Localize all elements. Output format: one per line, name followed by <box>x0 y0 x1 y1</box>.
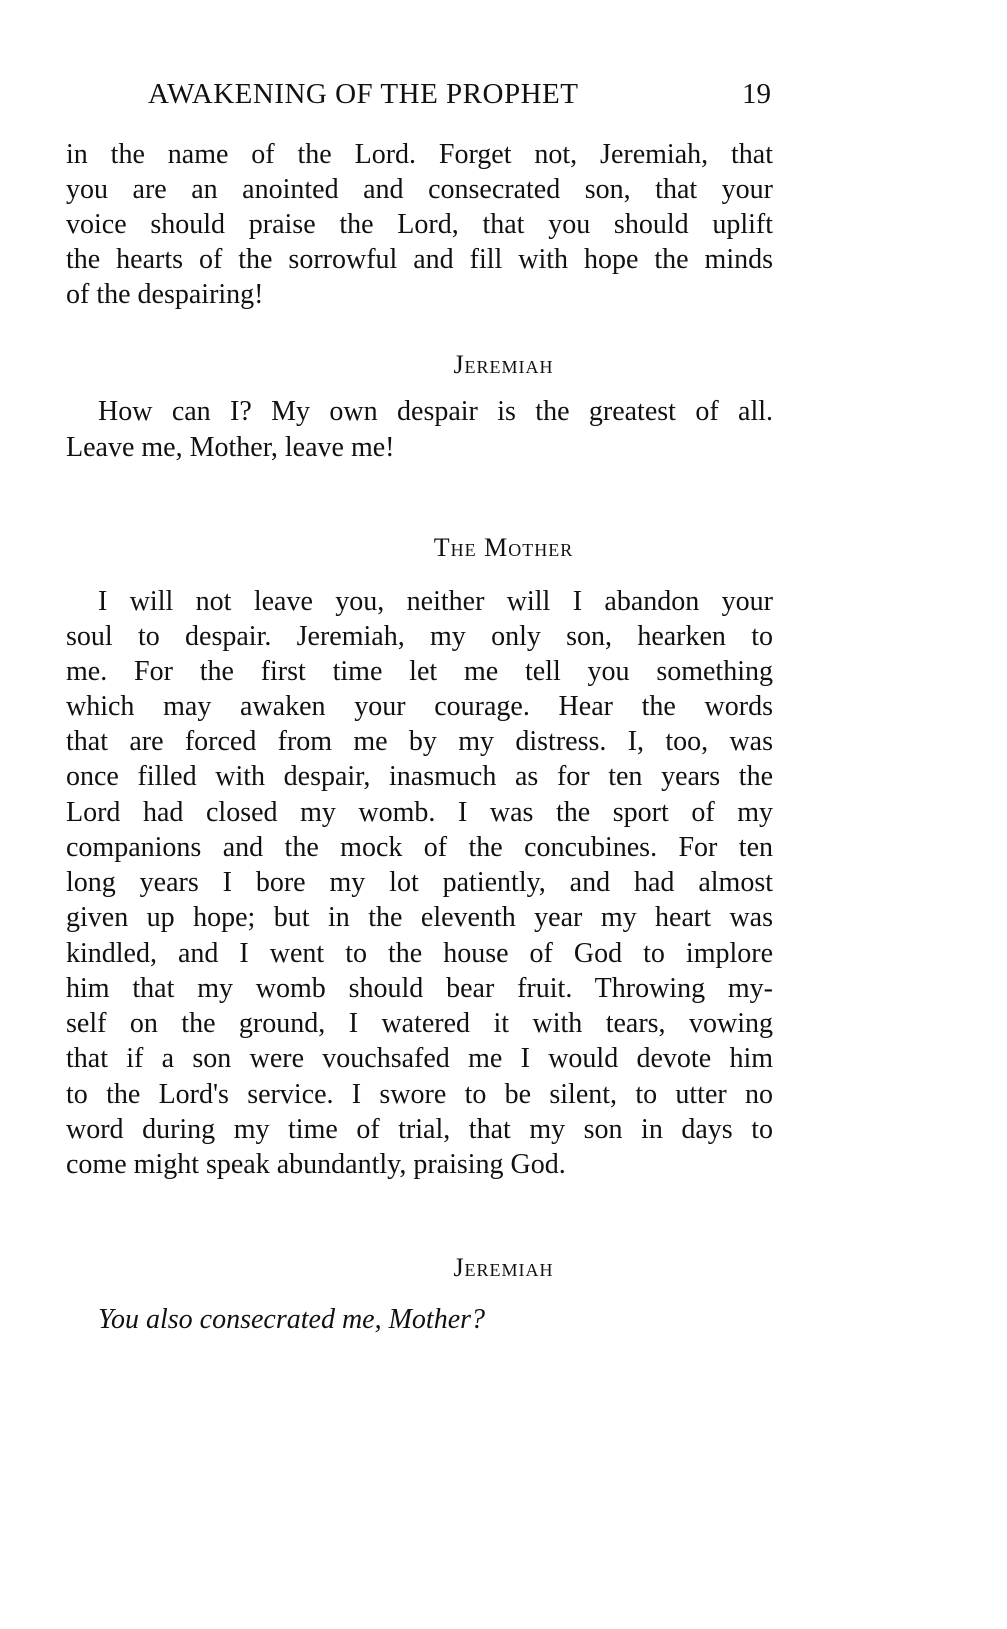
text-line: come might speak abundantly, praising God. <box>66 1149 566 1180</box>
text-line: which may awaken your courage. Hear the words <box>66 691 773 722</box>
text-line: that are forced from me by my distress. I, too, was <box>66 726 773 757</box>
text-line: How can I? My own despair is the greatest of all. <box>98 396 773 427</box>
text-line: once filled with despair, inasmuch as for ten years the <box>66 761 773 792</box>
text-line: I will not leave you, neither will I abandon your <box>98 586 773 617</box>
speaker-heading: The Mother <box>433 533 574 562</box>
speaker-heading: Jeremiah <box>453 350 554 379</box>
text-line: the hearts of the sorrowful and fill with hope the minds <box>66 244 773 275</box>
page-number: 19 <box>742 78 771 110</box>
text-line: Leave me, Mother, leave me! <box>66 432 395 463</box>
text-line: soul to despair. Jeremiah, my only son, hearken to <box>66 621 773 652</box>
text-line: him that my womb should bear fruit. Throwing my- <box>66 973 773 1004</box>
text-line: me. For the first time let me tell you something <box>66 656 773 687</box>
text-line: kindled, and I went to the house of God to implore <box>66 938 773 969</box>
text-line: in the name of the Lord. Forget not, Jeremiah, that <box>66 139 773 170</box>
text-line: You also consecrated me, Mother? <box>98 1304 486 1335</box>
text-line: of the despairing! <box>66 279 264 310</box>
text-line: given up hope; but in the eleventh year my heart was <box>66 902 773 933</box>
text-line: word during my time of trial, that my son in days to <box>66 1114 773 1145</box>
text-line: long years I bore my lot patiently, and had almost <box>66 867 773 898</box>
text-line: you are an anointed and consecrated son, that your <box>66 174 773 205</box>
text-line: self on the ground, I watered it with tears, vowing <box>66 1008 773 1039</box>
text-line: that if a son were vouchsafed me I would devote him <box>66 1043 773 1074</box>
speaker-heading: Jeremiah <box>453 1253 554 1282</box>
text-line: Lord had closed my womb. I was the sport of my <box>66 797 773 828</box>
text-line: voice should praise the Lord, that you should uplift <box>66 209 773 240</box>
running-title: AWAKENING OF THE PROPHET <box>148 78 579 110</box>
text-line: companions and the mock of the concubines. For ten <box>66 832 773 863</box>
text-line: to the Lord's service. I swore to be silent, to utter no <box>66 1079 773 1110</box>
